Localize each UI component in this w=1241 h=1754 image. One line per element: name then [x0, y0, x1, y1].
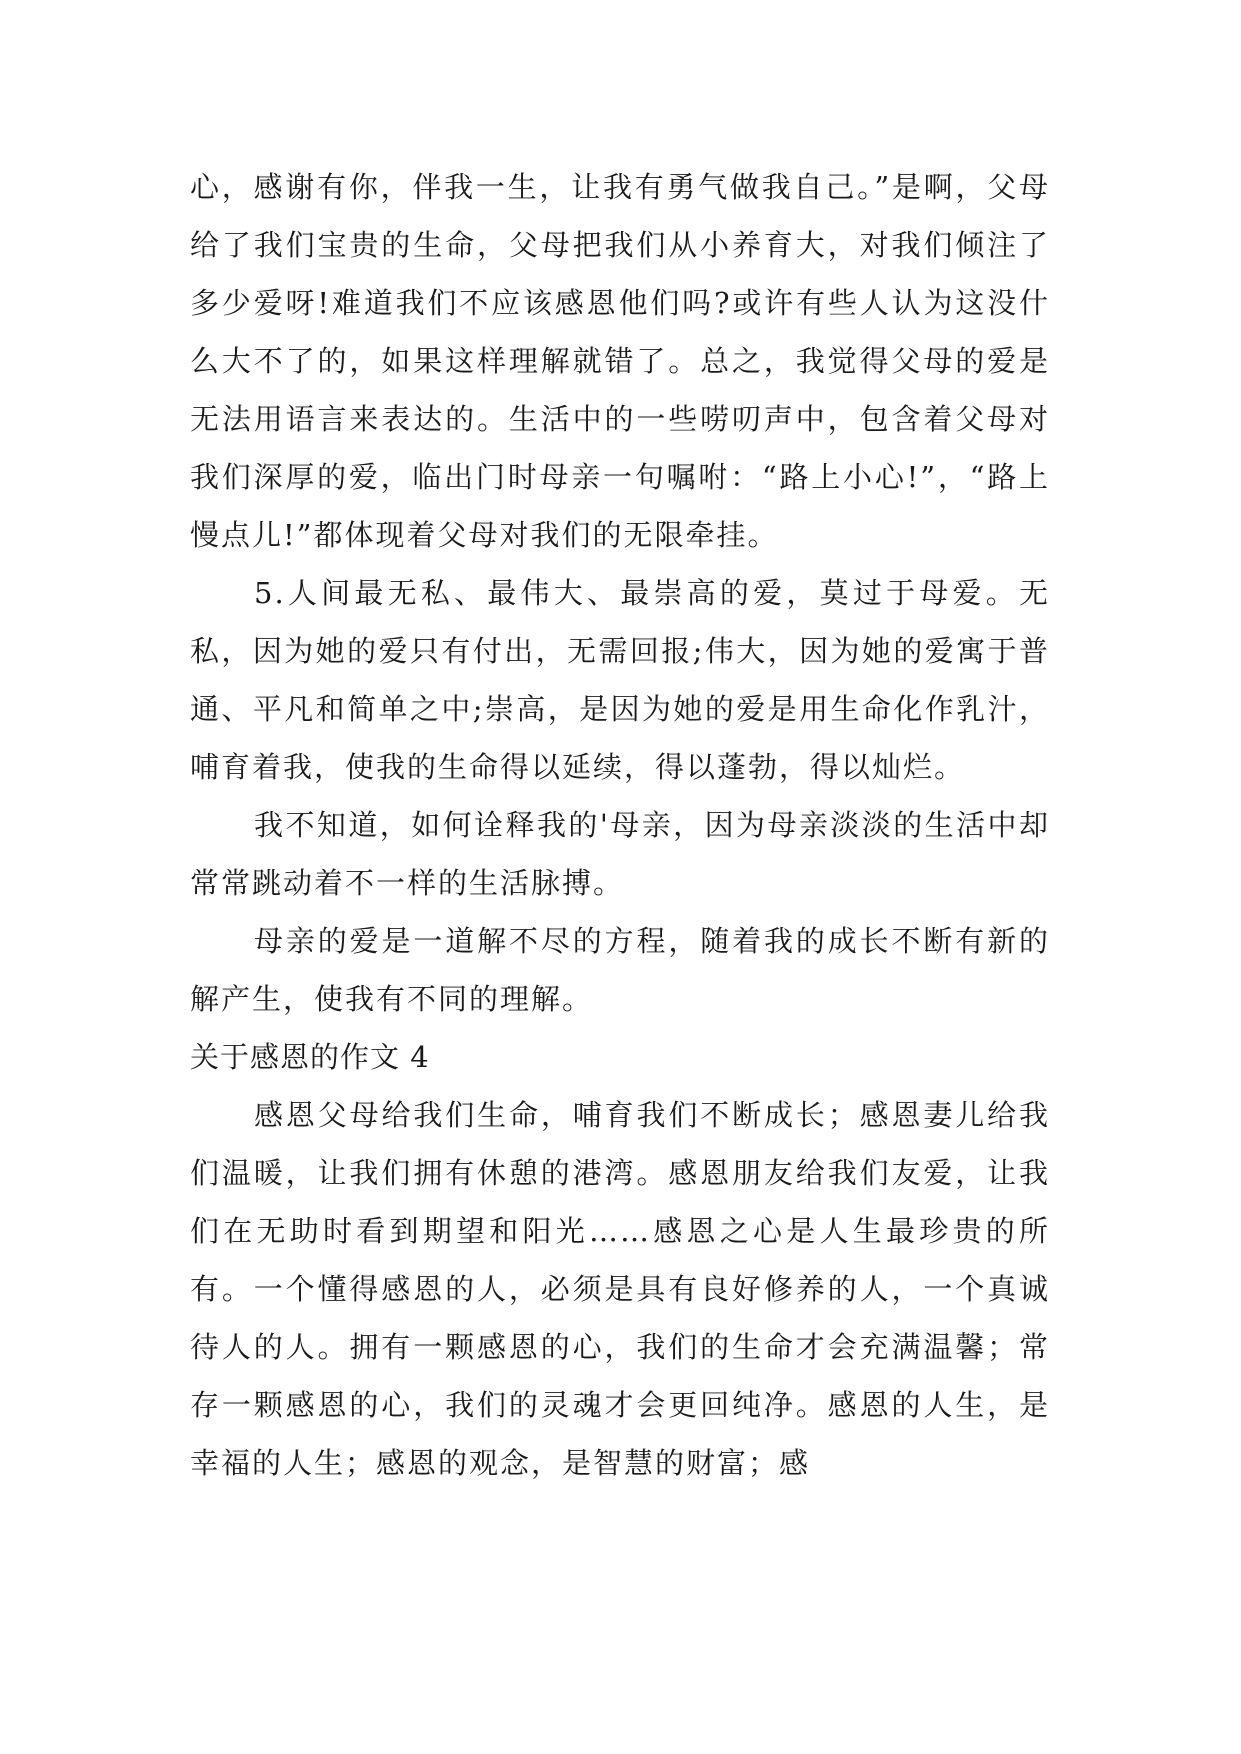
paragraph-gratitude: 感恩父母给我们生命，哺育我们不断成长；感恩妻儿给我们温暖，让我们拥有休憩的港湾。感恩朋友给我们友爱，让我们在无助时看到期望和阳光……感恩之心是人生最珍贵的所有。一个懂得感恩的人，必须是具有良好修养的人，一个真诚待人的人。拥有一颗感恩的心，我们的生命才会充满温馨；常存一颗感恩的心，我们的灵魂才会更回纯净。感恩的人生，是幸福的人生；感恩的观念，是智慧的财富；感: [190, 1098, 1050, 1480]
paragraph-continued: 心，感谢有你，伴我一生，让我有勇气做我自己。”是啊，父母给了我们宝贵的生命，父母把我们从小养育大，对我们倾注了多少爱呀!难道我们不应该感恩他们吗?或许有些人认为这没什么大不了的，如果这样理解就错了。总之，我觉得父母的爱是无法用语言来表达的。生活中的一些唠叨声中，包含着父母对我们深厚的爱，临出门时母亲一句嘱咐：“路上小心!”，“路上慢点儿!”都体现着父母对我们的无限牵挂。: [190, 170, 1050, 552]
paragraph-mothers-love: 5.人间最无私、最伟大、最崇高的爱，莫过于母爱。无私，因为她的爱只有付出，无需回报;伟大，因为她的爱寓于普通、平凡和简单之中;崇高，是因为她的爱是用生命化作乳汁，哺育着我，使我的生命得以延续，得以蓬勃，得以灿烂。: [190, 576, 1050, 784]
essay-heading: 关于感恩的作文 4: [190, 1040, 430, 1074]
document-body: [190, 158, 1050, 1492]
paragraph-interpret-mother: 我不知道，如何诠释我的'母亲，因为母亲淡淡的生活中却常常跳动着不一样的生活脉搏。: [190, 808, 1050, 900]
paragraph-equation: 母亲的爱是一道解不尽的方程，随着我的成长不断有新的解产生，使我有不同的理解。: [190, 924, 1050, 1016]
